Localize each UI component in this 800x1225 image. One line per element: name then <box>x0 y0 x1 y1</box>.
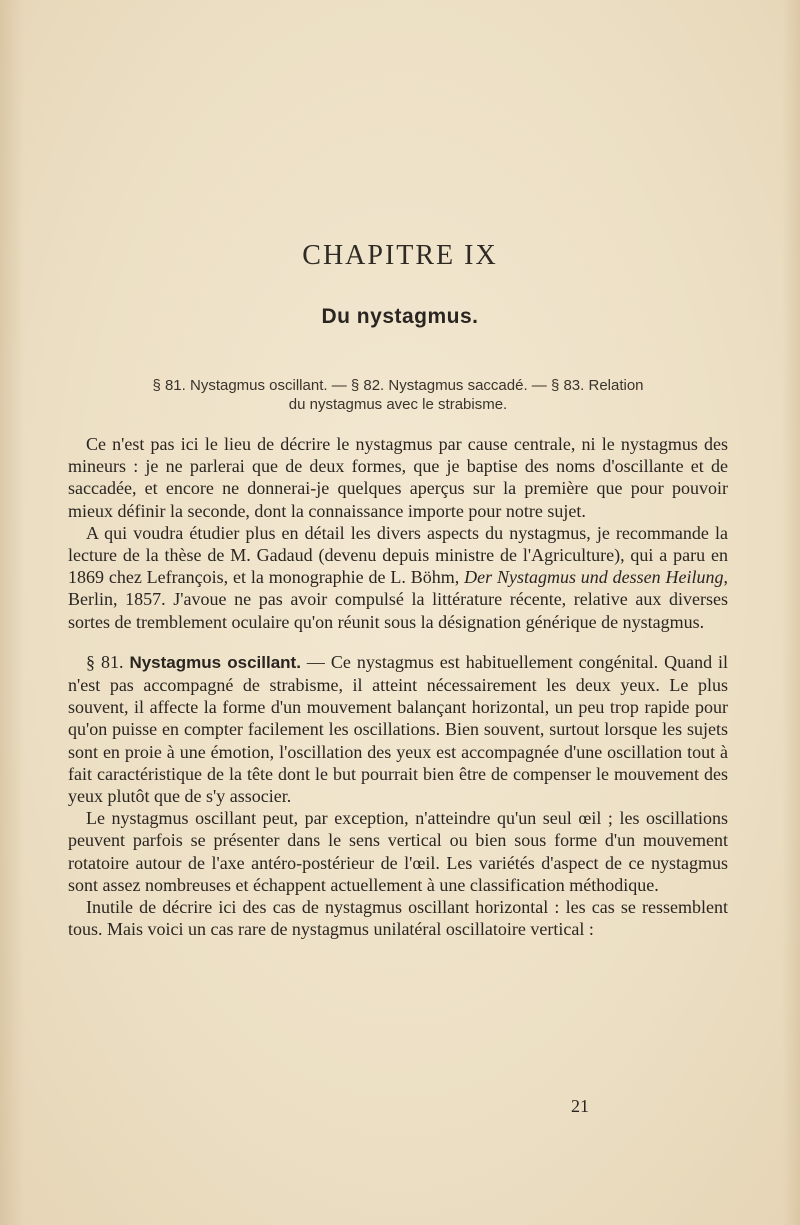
page-number: 21 <box>571 1096 589 1116</box>
section-heading: Nystagmus oscillant. <box>129 652 301 672</box>
paragraph-section-81 <box>68 651 728 807</box>
paragraph-variants: Le nystagmus oscillant peut, par exception, n'atteindre qu'un seul œil ; les oscillations peuvent parfois se présenter dans le sens vertical ou bien sous forme d'un mouvement rotatoire autour de l'axe antéro-postérieur de l'œil. Les variétés d'aspect de ce nystagmus sont assez nombreuses et échappent actuellement à une classification méthodique. <box>68 808 728 895</box>
section-81-text: — Ce nystagmus est habituellement congénital. Quand il n'est pas accompagné de strabisme, il atteint nécessairement les deux yeux. Le plus souvent, il affecte la forme d'un mouvement balançant horizontal, un peu trop rapide pour qu'on puisse en compter facilement les oscillations. Bien souvent, surtout lorsque les sujets sont en proie à une émotion, l'oscillation des yeux est accompagnée d'une oscillation tout à fait caractéristique de la tête dont le but pourrait bien être de compenser le mouvement des yeux plutôt que de s'y associer. <box>68 651 729 807</box>
references-text: A qui voudra étudier plus en détail les divers aspects du nystagmus, je recommande la lecture de la thèse de M. Gadaud (devenu depuis ministre de l'Agriculture), qui a paru en 1869 chez Lefrançois, et la monographie de L. Böhm, <box>68 522 728 588</box>
paragraph-references <box>68 522 728 633</box>
body-text <box>68 433 728 940</box>
paragraph-case-intro: Inutile de décrire ici des cas de nystagmus oscillant horizontal : les cas se ressemblent tous. Mais voici un cas rare de nystagmus unilatéral oscillatoire vertical : <box>68 897 728 940</box>
references-text-end: , Berlin, 1857. J'avoue ne pas avoir compulsé la littérature récente, relative aux diverses sortes de tremblement oculaire qu'on réunit sous la désignation générique de nystagmus. <box>68 567 728 632</box>
section-title: Du nystagmus. <box>321 305 479 328</box>
section-number: § 81. <box>86 651 124 672</box>
page-edge-shadow-left <box>0 0 24 1225</box>
chapter-summary-line-1: § 81. Nystagmus oscillant. — § 82. Nystagmus saccadé. — § 83. Relation <box>152 377 644 394</box>
chapter-heading: CHAPITRE IX <box>302 240 498 271</box>
chapter-summary <box>68 376 728 414</box>
page-edge-shadow-right <box>782 0 800 1225</box>
book-title: Der Nystagmus und dessen Heilung <box>464 567 724 588</box>
chapter-summary-line-2: du nystagmus avec le strabisme. <box>288 396 508 413</box>
paragraph-intro: Ce n'est pas ici le lieu de décrire le nystagmus par cause centrale, ni le nystagmus des mineurs : je ne parlerai que de deux formes, que je baptise des noms d'oscillante et de saccadée, et encore ne donnerai-je quelques aperçus sur la première que pour pouvoir mieux définir la seconde, dont la connaissance importe pour notre sujet. <box>68 434 728 521</box>
